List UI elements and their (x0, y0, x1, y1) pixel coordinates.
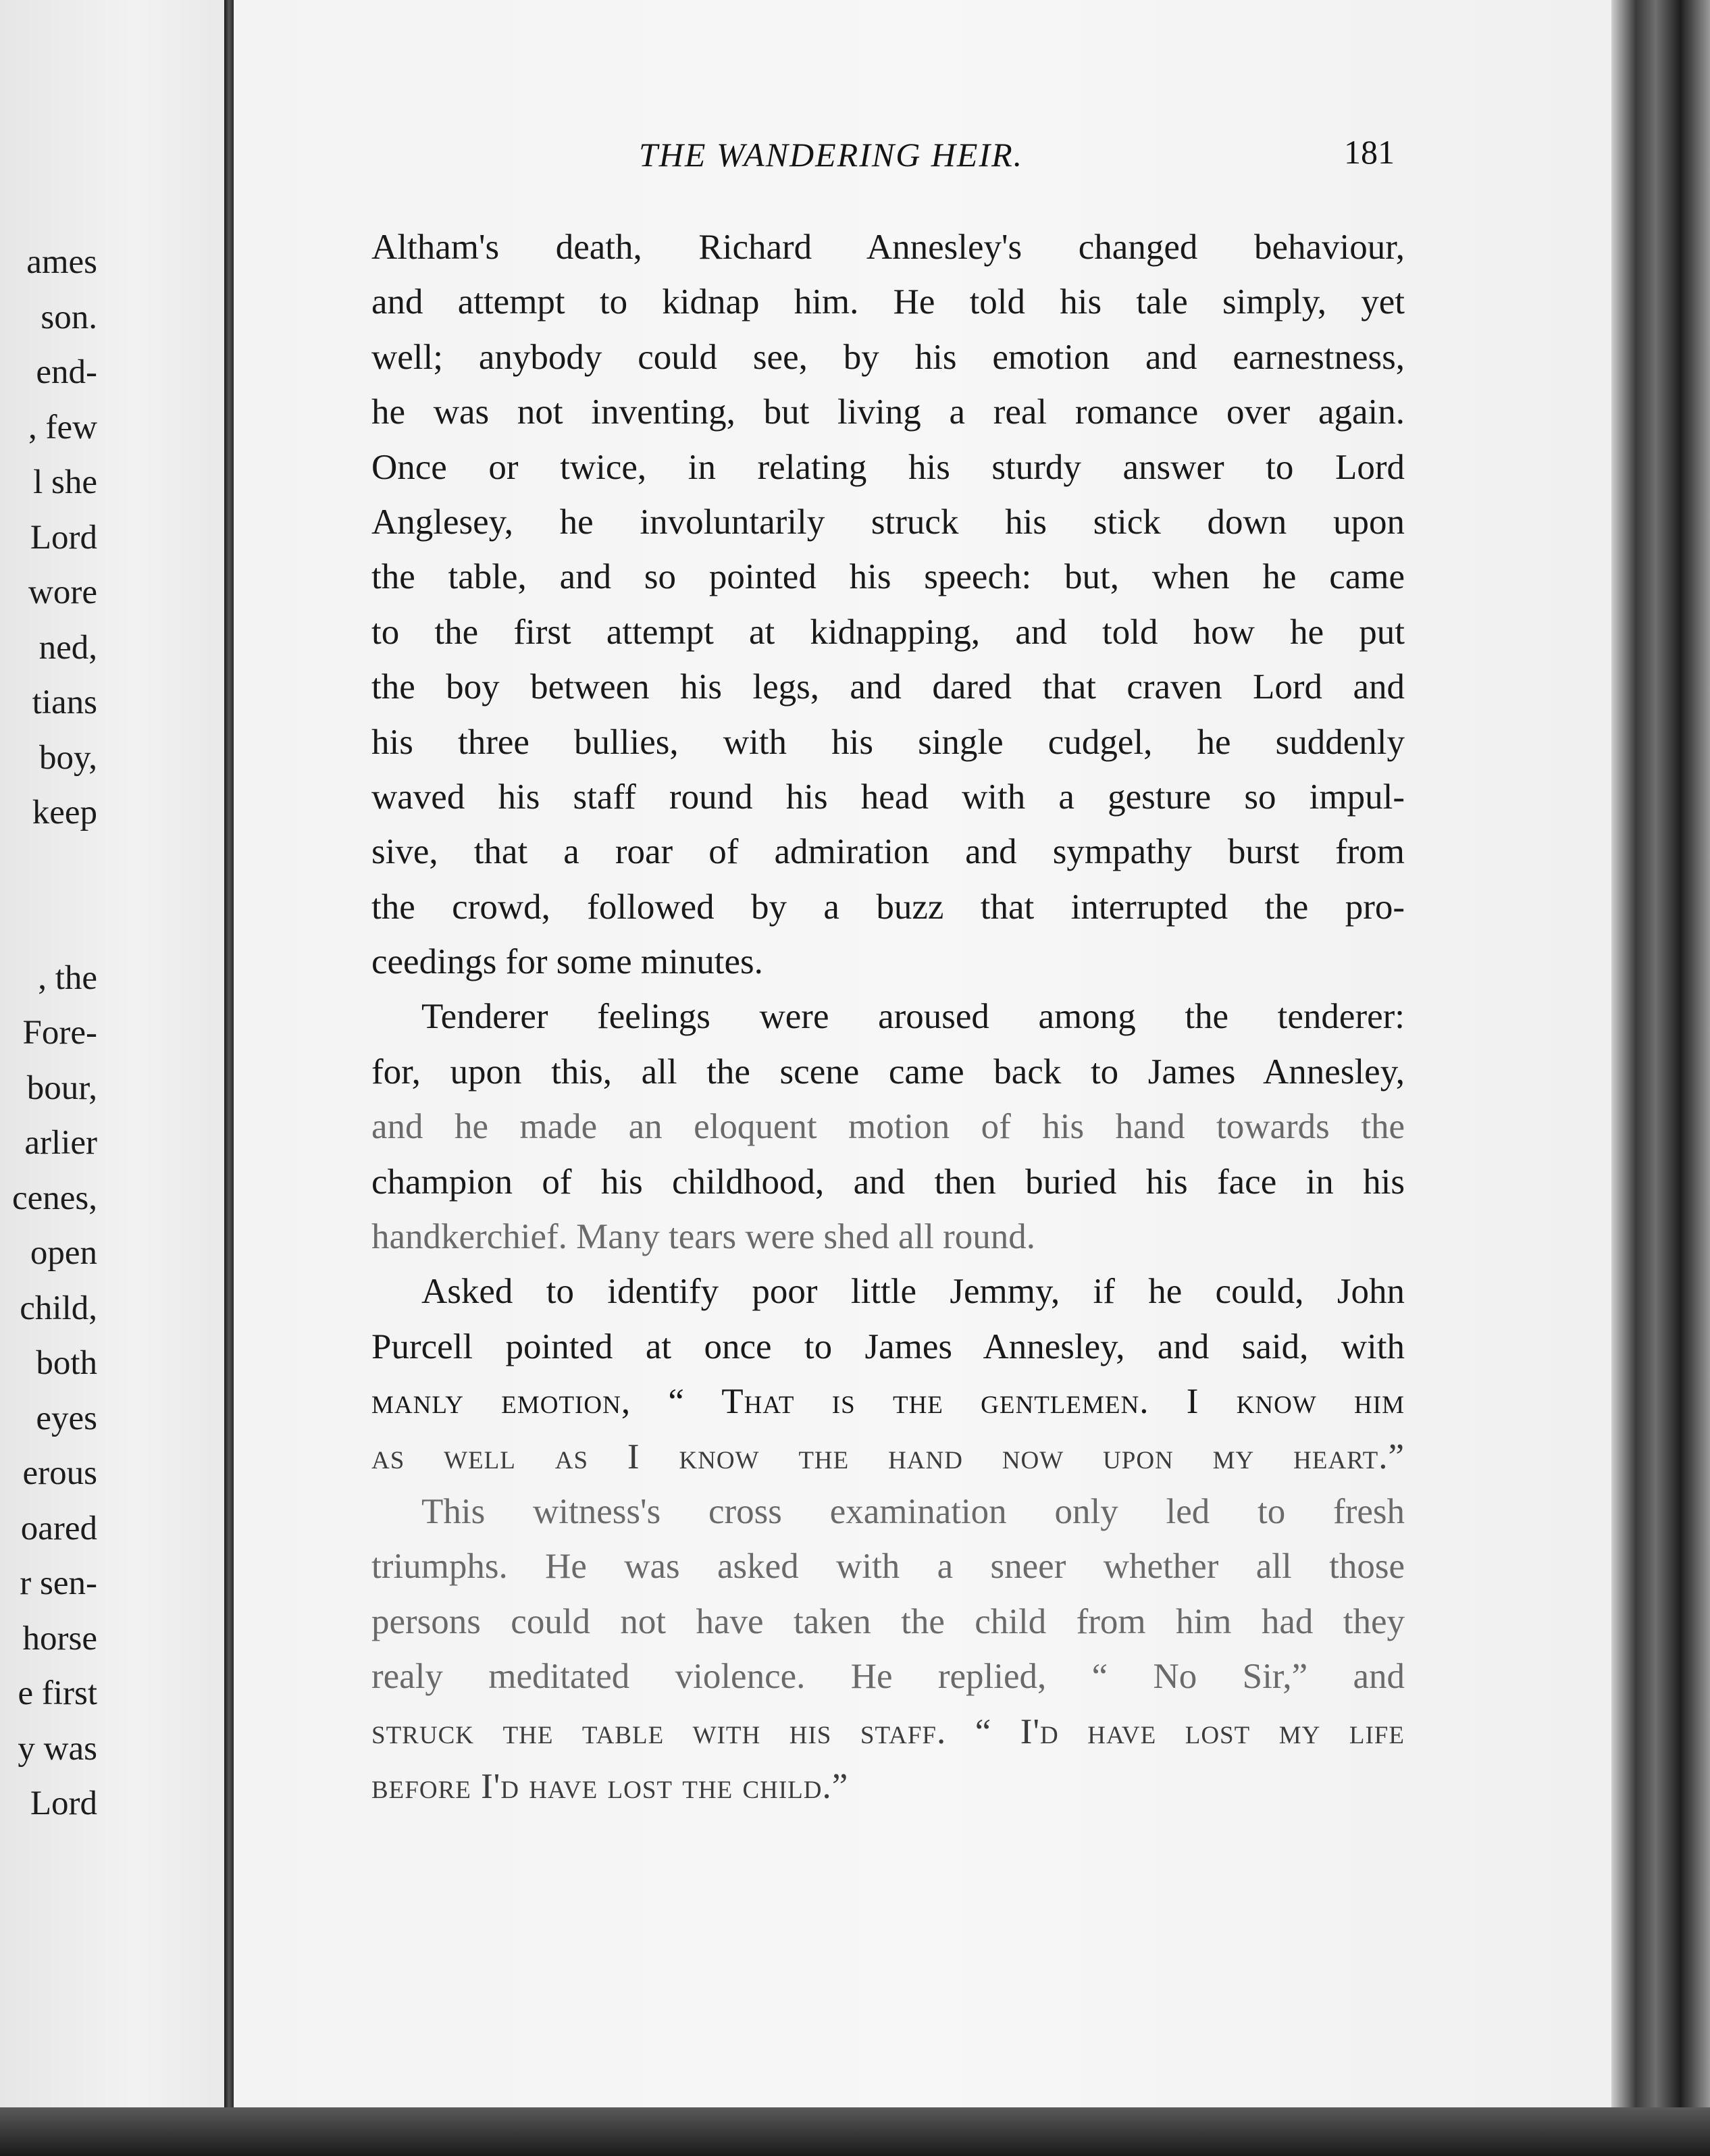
text-line: ceedings for some minutes. (371, 942, 763, 982)
text-line: Anglesey, he involuntarily struck his stick down upon (371, 502, 1405, 542)
left-line: open (30, 1234, 97, 1272)
left-line: r sen- (20, 1564, 97, 1602)
book-gutter (224, 0, 234, 2156)
text-line: before I'd have lost the child.” (371, 1766, 849, 1806)
text-line: the table, and so pointed his speech: but, when he came (371, 557, 1405, 597)
left-line: , few (28, 408, 97, 446)
scan-bottom-edge (0, 2107, 1710, 2156)
left-line: y was (18, 1729, 97, 1768)
text-line: realy meditated violence. He replied, “ No Sir,” and (371, 1657, 1405, 1697)
text-line: Tenderer feelings were aroused among the tenderer: (421, 997, 1405, 1037)
text-line: the boy between his legs, and dared that craven Lord and (371, 667, 1405, 707)
left-line: erous (22, 1454, 97, 1492)
text-line: his three bullies, with his single cudgel, he suddenly (371, 722, 1405, 762)
page-number: 181 (1344, 133, 1395, 171)
text-line: the crowd, followed by a buzz that interrupted the pro- (371, 887, 1405, 927)
left-line: ames (26, 243, 97, 281)
left-line: , the (38, 958, 97, 997)
text-line: champion of his childhood, and then buried his face in his (371, 1162, 1405, 1202)
text-line: persons could not have taken the child from him had they (371, 1601, 1405, 1641)
left-line: son. (41, 298, 97, 336)
left-line: arlier (24, 1124, 97, 1162)
text-line: to the first attempt at kidnapping, and told how he put (371, 612, 1405, 652)
left-line: ned, (38, 628, 97, 667)
text-line: Once or twice, in relating his sturdy answer to Lord (371, 447, 1405, 487)
text-line: handkerchief. Many tears were shed all round. (371, 1217, 1036, 1257)
text-line: triumphs. He was asked with a sneer whether all those (371, 1547, 1405, 1587)
left-page-text (12, 235, 97, 1832)
left-line: Lord (30, 518, 97, 557)
left-line: oared (20, 1509, 97, 1547)
text-line: well; anybody could see, by his emotion and earnestness, (371, 337, 1405, 377)
text-line: and he made an eloquent motion of his hand towards the (371, 1107, 1405, 1147)
left-page-fragment (0, 0, 224, 2156)
text-line: Altham's death, Richard Annesley's changed behaviour, (371, 228, 1405, 267)
text-line: he was not inventing, but living a real romance over again. (371, 392, 1405, 432)
text-line: struck the table with his staff. “ I'd have lost my life (371, 1712, 1405, 1751)
left-line: child, (20, 1289, 97, 1327)
text-line: sive, that a roar of admiration and sympathy burst from (371, 832, 1405, 872)
text-line: as well as I know the hand now upon my heart.” (371, 1437, 1405, 1477)
left-line: wore (28, 573, 97, 611)
left-line: bour, (26, 1069, 97, 1107)
left-line: end- (36, 353, 97, 391)
text-line: manly emotion, “ That is the gentlemen. I know him (371, 1382, 1405, 1422)
page-body (371, 220, 1405, 1814)
left-line: both (36, 1344, 97, 1382)
text-line: Asked to identify poor little Jemmy, if he could, John (421, 1272, 1405, 1312)
left-line: Fore- (22, 1014, 97, 1052)
left-line: l she (33, 463, 97, 501)
text-line: Purcell pointed at once to James Annesley, and said, with (371, 1327, 1405, 1366)
text-line: This witness's cross examination only led to fresh (421, 1491, 1405, 1531)
text-line: waved his staff round his head with a gesture so impul- (371, 777, 1405, 817)
left-line: horse (22, 1619, 97, 1658)
left-line: tians (32, 684, 97, 721)
running-head: THE WANDERING HEIR. (639, 136, 1024, 174)
text-line: for, upon this, all the scene came back to James Annesley, (371, 1052, 1405, 1092)
left-line: cenes, (11, 1179, 97, 1217)
left-line: eyes (36, 1399, 97, 1437)
text-line: and attempt to kidnap him. He told his tale simply, yet (371, 282, 1405, 322)
left-line: e first (18, 1674, 97, 1712)
left-gap (12, 841, 97, 951)
left-line: boy, (39, 738, 97, 777)
left-line: Lord (30, 1785, 97, 1822)
left-line: keep (32, 794, 97, 831)
book-edge (1611, 0, 1710, 2156)
